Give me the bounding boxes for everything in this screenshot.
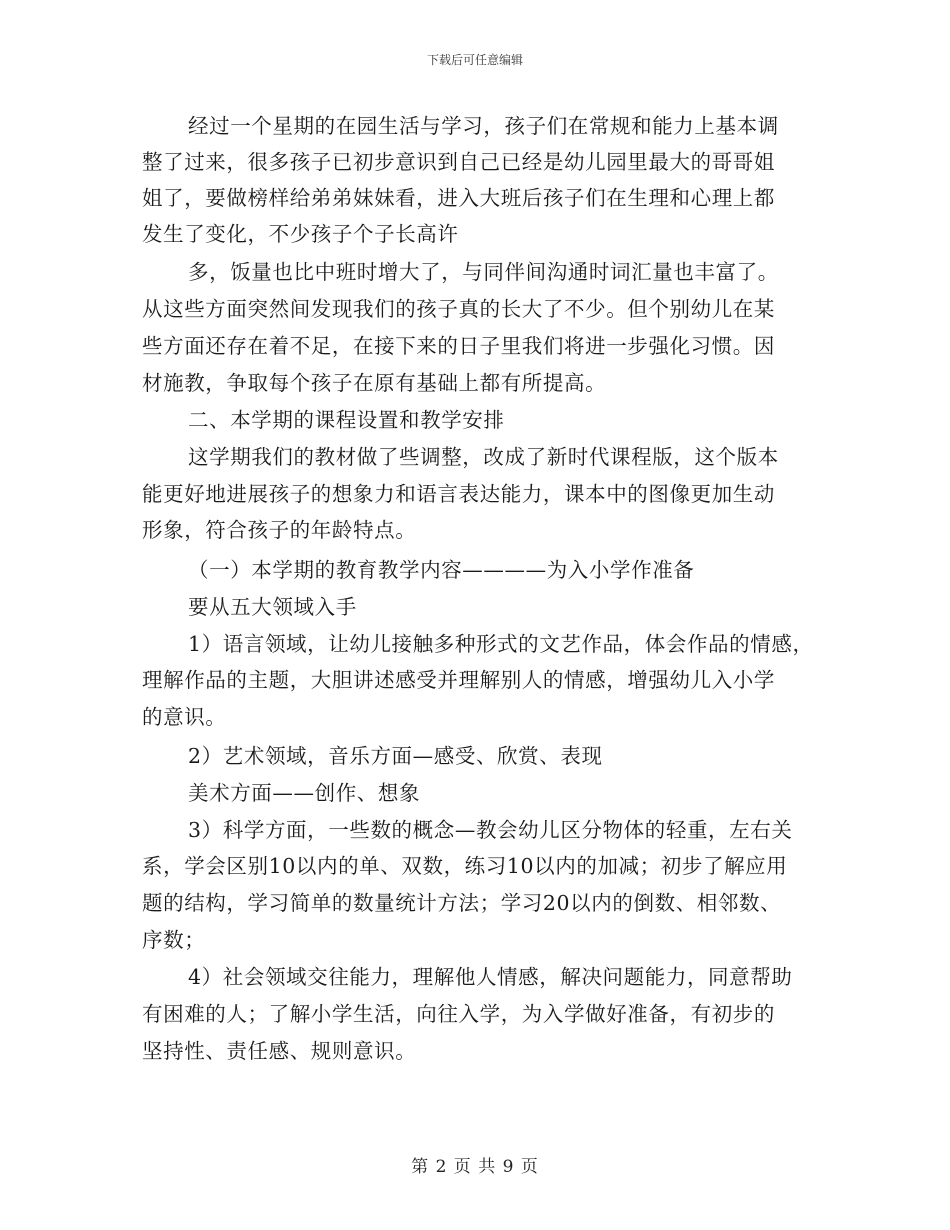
text-line: 姐了，要做榜样给弟弟妹妹看，进入大班后孩子们在生理和心理上都	[142, 186, 775, 210]
text-line: 要从五大领域入手	[188, 595, 357, 619]
text-line: 4）社会领域交往能力，理解他人情感，解决问题能力，同意帮助	[188, 965, 793, 989]
text-line: 能更好地进展孩子的想象力和语言表达能力，课本中的图像更加生动	[142, 482, 775, 506]
text-line: 的意识。	[142, 705, 227, 729]
text-line: 整了过来，很多孩子已初步意识到自己已经是幼儿园里最大的哥哥姐	[142, 150, 775, 174]
text-line: 材施教，争取每个孩子在原有基础上都有所提高。	[142, 371, 607, 395]
page-number: 第 2 页 共 9 页	[411, 1157, 539, 1177]
text-line: 1）语言领域，让幼儿接触多种形式的文艺作品，体会作品的情感，	[188, 632, 814, 656]
text-line: 些方面还存在着不足，在接下来的日子里我们将进一步强化习惯。因	[142, 334, 775, 358]
text-line: 理解作品的主题，大胆讲述感受并理解别人的情感，增强幼儿入小学	[142, 668, 775, 692]
text-line: 坚持性、责任感、规则意识。	[142, 1039, 417, 1063]
text-line: 题的结构，学习简单的数量统计方法；学习20以内的倒数、相邻数、	[142, 891, 782, 915]
text-line: 序数；	[142, 928, 206, 952]
text-line: 这学期我们的教材做了些调整，改成了新时代课程版，这个版本	[188, 445, 779, 469]
text-line: 美术方面——创作、想象	[188, 781, 421, 805]
text-line: 有困难的人；了解小学生活，向往入学，为入学做好准备，有初步的	[142, 1002, 775, 1026]
text-line: 形象，符合孩子的年龄特点。	[142, 518, 417, 542]
text-line: 经过一个星期的在园生活与学习，孩子们在常规和能力上基本调	[188, 114, 779, 138]
text-line: 从这些方面突然间发现我们的孩子真的长大了不少。但个别幼儿在某	[142, 297, 775, 321]
text-line: 3）科学方面，一些数的概念—教会幼儿区分物体的轻重，左右关	[188, 818, 793, 842]
text-line: 发生了变化，不少孩子个子长高许	[142, 222, 459, 246]
text-line: 2）艺术领域，音乐方面—感受、欣赏、表现	[188, 744, 603, 768]
text-line: 系，学会区别10以内的单、双数，练习10以内的加减；初步了解应用	[142, 854, 788, 878]
page-header: 下载后可任意编辑	[426, 53, 523, 67]
section-heading: 二、本学期的课程设置和教学安排	[188, 408, 505, 432]
text-line: 多，饭量也比中班时增大了，与同伴间沟通时词汇量也丰富了。	[188, 260, 779, 284]
subsection-heading: （一）本学期的教育教学内容————为入小学作准备	[188, 558, 695, 582]
